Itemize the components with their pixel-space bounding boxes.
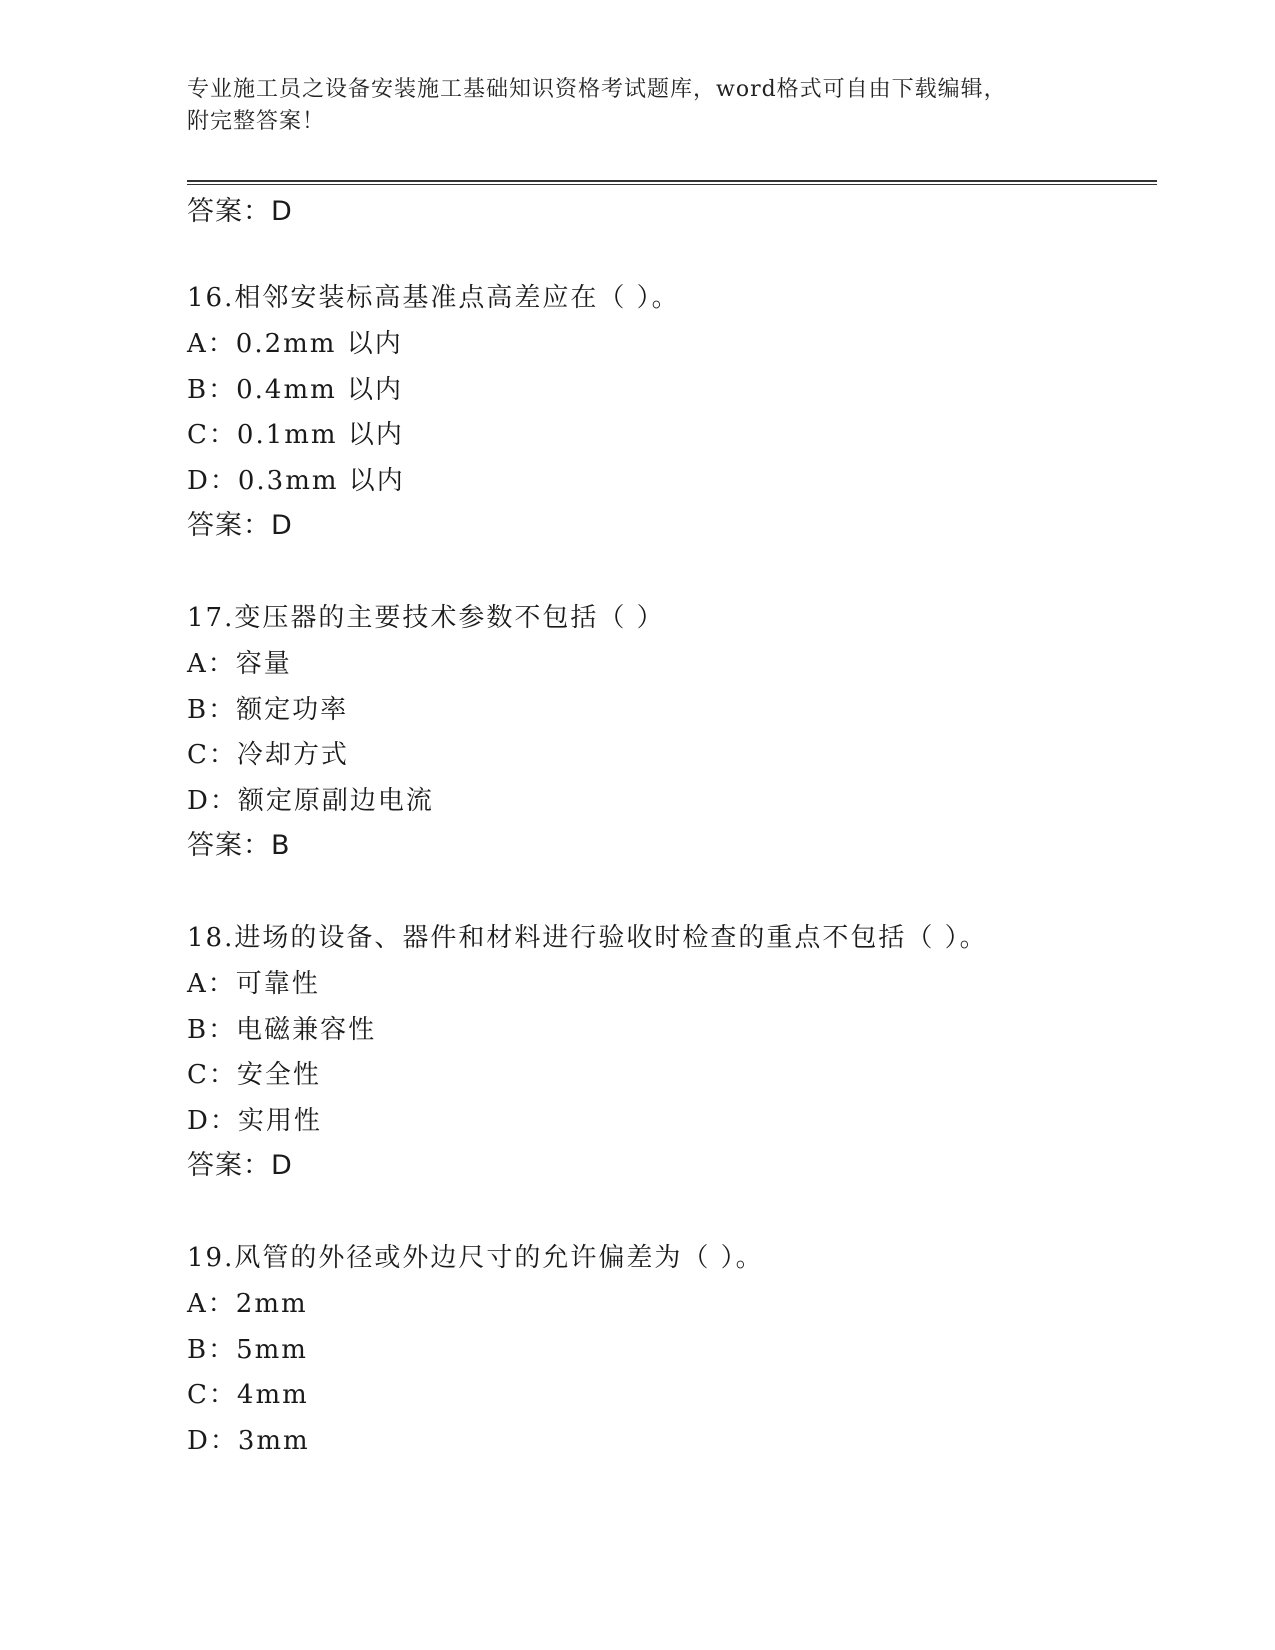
option-key: A： — [187, 649, 236, 679]
option-value: 0.2mm 以内 — [235, 329, 403, 359]
answer — [187, 1146, 1157, 1192]
question-16 — [187, 278, 1157, 552]
option-key: D： — [187, 465, 238, 496]
option-key: B： — [187, 374, 237, 405]
answer — [187, 826, 1157, 872]
option-value: 0.1mm 以内 — [236, 420, 404, 450]
option-value: 4mm — [236, 1380, 309, 1410]
option-d — [187, 1421, 1157, 1467]
question-18 — [187, 918, 1157, 1192]
option-key: D： — [187, 1105, 238, 1136]
option-value: 额定功率 — [236, 694, 349, 725]
option-d — [187, 781, 1157, 827]
option-value: 安全性 — [236, 1060, 321, 1090]
document-header — [187, 74, 1087, 138]
option-d — [187, 461, 1157, 507]
option-d — [187, 1101, 1157, 1147]
option-value: 5mm — [236, 1334, 308, 1365]
answer-value: D — [271, 196, 293, 227]
option-c — [187, 735, 1157, 781]
option-c — [187, 1055, 1157, 1101]
option-key: D： — [187, 1425, 238, 1456]
option-key: C： — [187, 740, 237, 770]
answer — [187, 506, 1157, 552]
option-key: C： — [187, 1060, 237, 1090]
option-key: B： — [187, 1014, 237, 1045]
header-line-1: 专业施工员之设备安装施工基础知识资格考试题库，word格式可自由下载编辑， — [187, 77, 1007, 102]
option-key: C： — [187, 420, 237, 450]
option-b — [187, 370, 1157, 416]
option-c — [187, 1375, 1157, 1421]
option-b — [187, 1010, 1157, 1056]
option-a — [187, 1284, 1157, 1330]
option-key: C： — [187, 1380, 237, 1410]
option-value: 冷却方式 — [236, 740, 349, 770]
question-17 — [187, 598, 1157, 872]
question-text: 19.风管的外径或外边尺寸的允许偏差为（ ）。 — [187, 1243, 764, 1273]
answer-label: 答案： — [187, 830, 271, 861]
option-value: 2mm — [235, 1289, 308, 1319]
answer-label: 答案： — [187, 510, 271, 541]
question-text: 17.变压器的主要技术参数不包括（ ） — [187, 603, 665, 633]
question-text: 16.相邻安装标高基准点高差应在（ ）。 — [187, 283, 680, 313]
option-value: 可靠性 — [235, 969, 320, 999]
option-value: 电磁兼容性 — [236, 1014, 377, 1045]
option-b — [187, 690, 1157, 736]
option-key: B： — [187, 694, 237, 725]
header-line-2: 附完整答案！ — [187, 109, 326, 134]
question-text: 18.进场的设备、器件和材料进行验收时检查的重点不包括（ ）。 — [187, 923, 988, 953]
option-value: 0.3mm 以内 — [237, 465, 405, 496]
question-19 — [187, 1238, 1157, 1466]
option-key: B： — [187, 1334, 237, 1365]
option-key: A： — [187, 969, 236, 999]
option-value: 3mm — [237, 1425, 310, 1456]
question-list — [187, 278, 1157, 1512]
answer-value: D — [271, 1150, 293, 1181]
option-c — [187, 415, 1157, 461]
option-b — [187, 1330, 1157, 1376]
option-key: D： — [187, 785, 238, 816]
option-value: 0.4mm 以内 — [236, 374, 404, 405]
option-key: A： — [187, 329, 236, 359]
answer-value: D — [271, 510, 293, 541]
option-value: 容量 — [235, 649, 292, 679]
option-value: 额定原副边电流 — [237, 785, 434, 816]
option-a — [187, 964, 1157, 1010]
option-key: A： — [187, 1289, 236, 1319]
answer-label: 答案： — [187, 1150, 271, 1181]
option-a — [187, 324, 1157, 370]
answer-label: 答案： — [187, 196, 271, 227]
previous-answer — [187, 192, 293, 238]
option-value: 实用性 — [237, 1105, 322, 1136]
option-a — [187, 644, 1157, 690]
answer-value: B — [271, 830, 291, 861]
header-divider — [187, 180, 1157, 185]
